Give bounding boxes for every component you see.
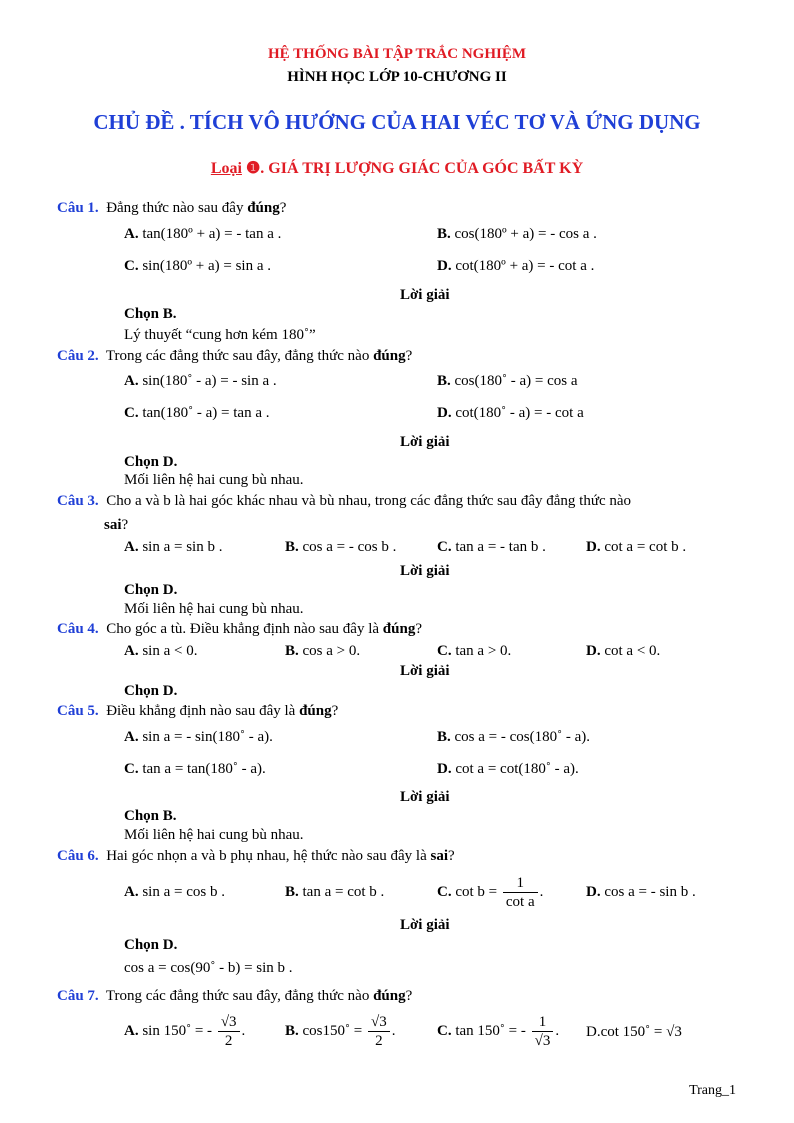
q2-option-b[interactable] xyxy=(437,373,578,390)
question-end: ? xyxy=(405,348,413,364)
question-4 xyxy=(57,621,422,638)
solution-heading: Lời giải xyxy=(400,287,450,303)
question-5 xyxy=(57,703,338,720)
question-label: Câu 1. xyxy=(57,200,99,216)
fraction-numerator: √3 xyxy=(368,1013,390,1032)
option-letter: C. xyxy=(124,761,139,777)
q3-option-b[interactable] xyxy=(285,539,396,556)
option-end: . xyxy=(391,1022,396,1039)
question-end: ? xyxy=(448,848,455,864)
fraction-numerator: 1 xyxy=(532,1013,554,1032)
q3-option-a[interactable] xyxy=(124,539,222,556)
option-text: cot(180º + a) = - cot a . xyxy=(455,258,595,274)
question-emphasis: đúng xyxy=(247,200,280,216)
question-text: Điều khẳng định nào sau đây là xyxy=(106,703,296,719)
type-number-icon: ❶ xyxy=(245,160,261,177)
fraction xyxy=(532,1013,554,1050)
topic-title: CHỦ ĐỀ . TÍCH VÔ HƯỚNG CỦA HAI VÉC TƠ VÀ ỨNG DỤNG xyxy=(93,110,701,134)
q6-option-d[interactable] xyxy=(586,884,696,901)
option-text: sin a = - sin(180˚ - a). xyxy=(142,729,273,745)
q6-option-a[interactable] xyxy=(124,884,225,901)
option-text: cos a = - cos(180˚ - a). xyxy=(454,729,591,745)
solution-heading: Lời giải xyxy=(400,789,450,805)
answer-choice: Chọn D. xyxy=(124,683,178,699)
option-letter: C. xyxy=(124,258,139,274)
q3-option-c[interactable] xyxy=(437,539,546,556)
fraction xyxy=(368,1013,390,1050)
option-text: cot a < 0. xyxy=(604,643,661,659)
option-letter: B. xyxy=(285,643,299,659)
question-emphasis: sai xyxy=(430,848,448,864)
question-emphasis: sai xyxy=(104,517,122,533)
question-end: ? xyxy=(279,200,287,216)
question-label: Câu 7. xyxy=(57,988,99,1004)
option-letter: B. xyxy=(285,539,299,555)
option-text: tan a > 0. xyxy=(455,643,512,659)
solution-heading: Lời giải xyxy=(400,663,450,679)
question-text: Trong các đẳng thức sau đây, đẳng thức nào xyxy=(105,988,370,1004)
question-label: Câu 2. xyxy=(57,348,99,364)
question-7 xyxy=(57,988,412,1005)
option-letter: C. xyxy=(124,405,139,421)
q4-option-a[interactable] xyxy=(124,643,197,660)
question-label: Câu 4. xyxy=(57,621,99,637)
question-emphasis: đúng xyxy=(382,621,416,637)
fraction-numerator: 1 xyxy=(503,874,538,893)
header-line2: HÌNH HỌC LỚP 10-CHƯƠNG II xyxy=(287,69,507,85)
question-label: Câu 5. xyxy=(57,703,99,719)
q6-option-c[interactable] xyxy=(437,874,543,911)
question-emphasis: đúng xyxy=(373,988,406,1004)
answer-choice: Chọn B. xyxy=(124,306,177,322)
fraction xyxy=(503,874,538,911)
option-letter: D. xyxy=(586,1024,601,1040)
option-letter: C. xyxy=(437,643,452,659)
option-letter: C. xyxy=(437,539,452,555)
option-letter: A. xyxy=(124,1022,139,1039)
option-letter: D. xyxy=(586,884,601,900)
option-end: . xyxy=(555,1022,560,1039)
option-letter: D. xyxy=(586,643,601,659)
option-text: cos a = - sin b . xyxy=(604,884,696,900)
question-emphasis: đúng xyxy=(373,348,406,364)
question-1 xyxy=(57,200,286,217)
question-end: ? xyxy=(121,517,129,533)
q6-option-b[interactable] xyxy=(285,884,384,901)
option-letter: A. xyxy=(124,884,139,900)
question-label: Câu 6. xyxy=(57,848,99,864)
q5-option-c[interactable] xyxy=(124,761,266,778)
question-end: ? xyxy=(331,703,339,719)
explanation: Mối liên hệ hai cung bù nhau. xyxy=(124,601,304,617)
option-letter: A. xyxy=(124,539,139,555)
question-text: Hai góc nhọn a và b phụ nhau, hệ thức nào sau đây là xyxy=(106,848,427,864)
option-text: tan(180˚ - a) = tan a . xyxy=(142,405,270,421)
option-letter: C. xyxy=(437,1022,452,1039)
option-letter: A. xyxy=(124,373,139,389)
option-text: sin a = sin b . xyxy=(142,539,223,555)
option-text: sin(180˚ - a) = - sin a . xyxy=(142,373,277,389)
answer-choice: Chọn D. xyxy=(124,454,178,470)
option-letter: D. xyxy=(437,761,452,777)
q5-option-d[interactable] xyxy=(437,761,579,778)
fraction-numerator: √3 xyxy=(218,1013,240,1032)
question-end: ? xyxy=(415,621,422,637)
question-3 xyxy=(57,493,631,510)
solution-heading: Lời giải xyxy=(400,917,450,933)
q7-option-d[interactable] xyxy=(586,1024,682,1041)
option-letter: A. xyxy=(124,729,139,745)
solution-heading: Lời giải xyxy=(400,434,450,450)
question-3-cont xyxy=(104,517,128,534)
option-end: . xyxy=(539,883,544,900)
q7-option-a[interactable] xyxy=(124,1013,245,1050)
q2-option-d[interactable] xyxy=(437,405,584,422)
option-letter: B. xyxy=(437,373,451,389)
answer-choice: Chọn B. xyxy=(124,808,177,824)
q7-option-b[interactable] xyxy=(285,1013,395,1050)
q4-option-c[interactable] xyxy=(437,643,511,660)
question-text: Trong các đẳng thức sau đây, đẳng thức nào xyxy=(105,348,370,364)
question-2 xyxy=(57,348,412,365)
question-text: Cho a và b là hai góc khác nhau và bù nhau, trong các đẳng thức sau đây đẳng thức nào xyxy=(106,493,632,509)
page-number: Trang_1 xyxy=(689,1083,736,1098)
fraction-denominator: √3 xyxy=(534,1033,551,1049)
option-text: sin 150˚ = - xyxy=(142,1022,213,1039)
explanation: cos a = cos(90˚ - b) = sin b . xyxy=(124,960,293,976)
fraction-denominator: 2 xyxy=(224,1033,233,1049)
q2-option-a[interactable] xyxy=(124,373,277,390)
explanation: Lý thuyết “cung hơn kém 180˚” xyxy=(124,327,316,343)
question-label: Câu 3. xyxy=(57,493,99,509)
option-letter: D. xyxy=(437,405,452,421)
option-text: sin a = cos b . xyxy=(142,884,225,900)
question-6 xyxy=(57,848,455,865)
type-prefix: Loại xyxy=(210,160,242,177)
q2-option-c[interactable] xyxy=(124,405,270,422)
explanation: Mối liên hệ hai cung bù nhau. xyxy=(124,472,304,488)
option-text: cot(180˚ - a) = - cot a xyxy=(455,405,584,421)
q7-option-c[interactable] xyxy=(437,1013,559,1050)
option-text: sin a < 0. xyxy=(142,643,198,659)
option-text: cot 150˚ = √3 xyxy=(600,1024,682,1040)
option-text: sin(180º + a) = sin a . xyxy=(142,258,271,274)
option-letter: A. xyxy=(124,226,139,242)
option-letter: A. xyxy=(124,643,139,659)
question-end: ? xyxy=(405,988,413,1004)
option-letter: B. xyxy=(437,226,451,242)
option-text: cos a > 0. xyxy=(302,643,361,659)
q5-option-a[interactable] xyxy=(124,729,273,746)
option-text: cot a = cot b . xyxy=(604,539,687,555)
header-line1: HỆ THỐNG BÀI TẬP TRẮC NGHIỆM xyxy=(268,46,526,62)
q4-option-d[interactable] xyxy=(586,643,660,660)
option-text: cot b = xyxy=(455,883,498,900)
option-text: cot a = cot(180˚ - a). xyxy=(455,761,579,777)
option-text: cos a = - cos b . xyxy=(302,539,397,555)
q1-option-d[interactable] xyxy=(437,258,594,275)
q1-option-a[interactable] xyxy=(124,226,281,243)
type-heading: . GIÁ TRỊ LƯỢNG GIÁC CỦA GÓC BẤT KỲ xyxy=(260,160,584,177)
option-letter: D. xyxy=(586,539,601,555)
option-letter: B. xyxy=(437,729,451,745)
option-letter: B. xyxy=(285,1022,299,1039)
option-text: tan(180º + a) = - tan a . xyxy=(142,226,282,242)
option-text: tan a = cot b . xyxy=(302,884,385,900)
answer-choice: Chọn D. xyxy=(124,937,178,953)
question-text: Đẳng thức nào sau đây xyxy=(106,200,244,216)
q3-option-d[interactable] xyxy=(586,539,686,556)
q4-option-b[interactable] xyxy=(285,643,360,660)
option-text: tan 150˚ = - xyxy=(455,1022,526,1039)
question-emphasis: đúng xyxy=(299,703,332,719)
answer-choice: Chọn D. xyxy=(124,582,178,598)
fraction-denominator: 2 xyxy=(375,1033,383,1049)
option-text: cos150˚ = xyxy=(302,1022,363,1039)
question-text: Cho góc a tù. Điều khẳng định nào sau đây là xyxy=(106,621,380,637)
solution-heading: Lời giải xyxy=(400,563,450,579)
option-text: tan a = - tan b . xyxy=(455,539,546,555)
option-end: . xyxy=(241,1022,246,1039)
explanation: Mối liên hệ hai cung bù nhau. xyxy=(124,827,304,843)
q1-option-b[interactable] xyxy=(437,226,597,243)
option-text: cos(180º + a) = - cos a . xyxy=(454,226,597,242)
option-text: tan a = tan(180˚ - a). xyxy=(142,761,266,777)
q1-option-c[interactable] xyxy=(124,258,271,275)
option-letter: C. xyxy=(437,883,452,900)
fraction xyxy=(218,1013,240,1050)
type-title xyxy=(0,158,794,178)
option-letter: B. xyxy=(285,884,299,900)
option-letter: D. xyxy=(437,258,452,274)
option-text: cos(180˚ - a) = cos a xyxy=(454,373,578,389)
q5-option-b[interactable] xyxy=(437,729,590,746)
fraction-denominator: cot a xyxy=(505,894,535,910)
